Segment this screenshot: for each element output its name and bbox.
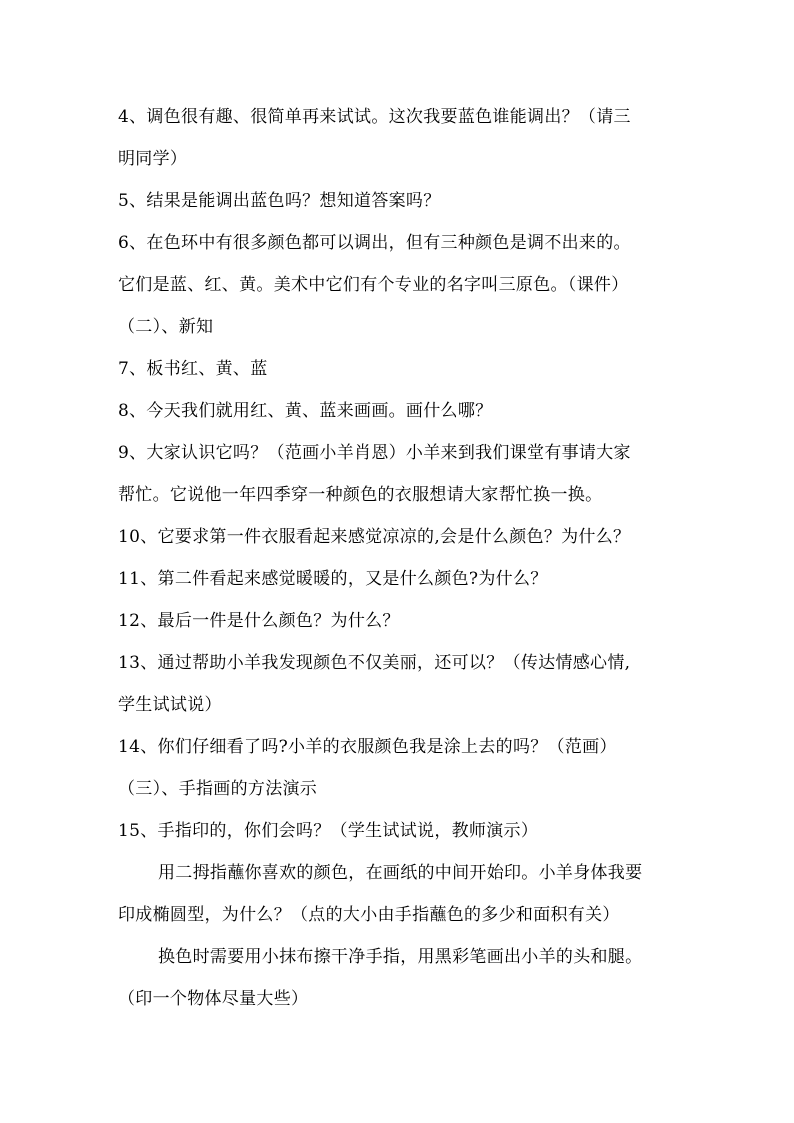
section-heading: （三）、手指画的方法演示	[118, 779, 318, 799]
text-line: 13、通过帮助小羊我发现颜色不仅美丽，还可以？（传达情感心情,	[118, 653, 631, 673]
text-line: 14、你们仔细看了吗?小羊的衣服颜色我是涂上去的吗？（范画）	[118, 737, 617, 757]
text-line: 10、它要求第一件衣服看起来感觉凉凉的,会是什么颜色？为什么？	[118, 527, 631, 547]
text-line: 8、今天我们就用红、黄、蓝来画画。画什么哪？	[118, 401, 493, 421]
text-line: （印一个物体尽量大些）	[118, 989, 309, 1009]
text-line: 学生试试说）	[118, 695, 222, 715]
text-line: 11、第二件看起来感觉暖暖的，又是什么颜色?为什么？	[118, 569, 548, 589]
text-line: 明同学）	[118, 149, 188, 169]
text-line: 15、手指印的，你们会吗？（学生试试说，教师演示）	[118, 821, 539, 841]
text-line: 5、结果是能调出蓝色吗？想知道答案吗？	[118, 191, 441, 211]
text-line: 印成椭圆型，为什么？（点的大小由手指蘸色的多少和面积有关）	[118, 905, 620, 925]
text-line: 4、调色很有趣、很简单再来试试。这次我要蓝色谁能调出？（请三	[118, 107, 631, 127]
text-line: 6、在色环中有很多颜色都可以调出，但有三种颜色是调不出来的。	[118, 233, 631, 253]
text-line: 12、最后一件是什么颜色？为什么？	[118, 611, 400, 631]
text-line: 它们是蓝、红、黄。美术中它们有个专业的名字叫三原色。（课件）	[118, 275, 629, 295]
text-line: 换色时需要用小抹布擦干净手指，用黑彩笔画出小羊的头和腿。	[158, 947, 643, 967]
text-line: 帮忙。它说他一年四季穿一种颜色的衣服想请大家帮忙换一换。	[118, 485, 603, 505]
text-line: 用二拇指蘸你喜欢的颜色，在画纸的中间开始印。小羊身体我要	[158, 863, 643, 883]
section-heading: （二）、新知	[118, 317, 214, 337]
text-line: 9、大家认识它吗？（范画小羊肖恩）小羊来到我们课堂有事请大家	[118, 443, 631, 463]
text-line: 7、板书红、黄、蓝	[118, 359, 268, 379]
